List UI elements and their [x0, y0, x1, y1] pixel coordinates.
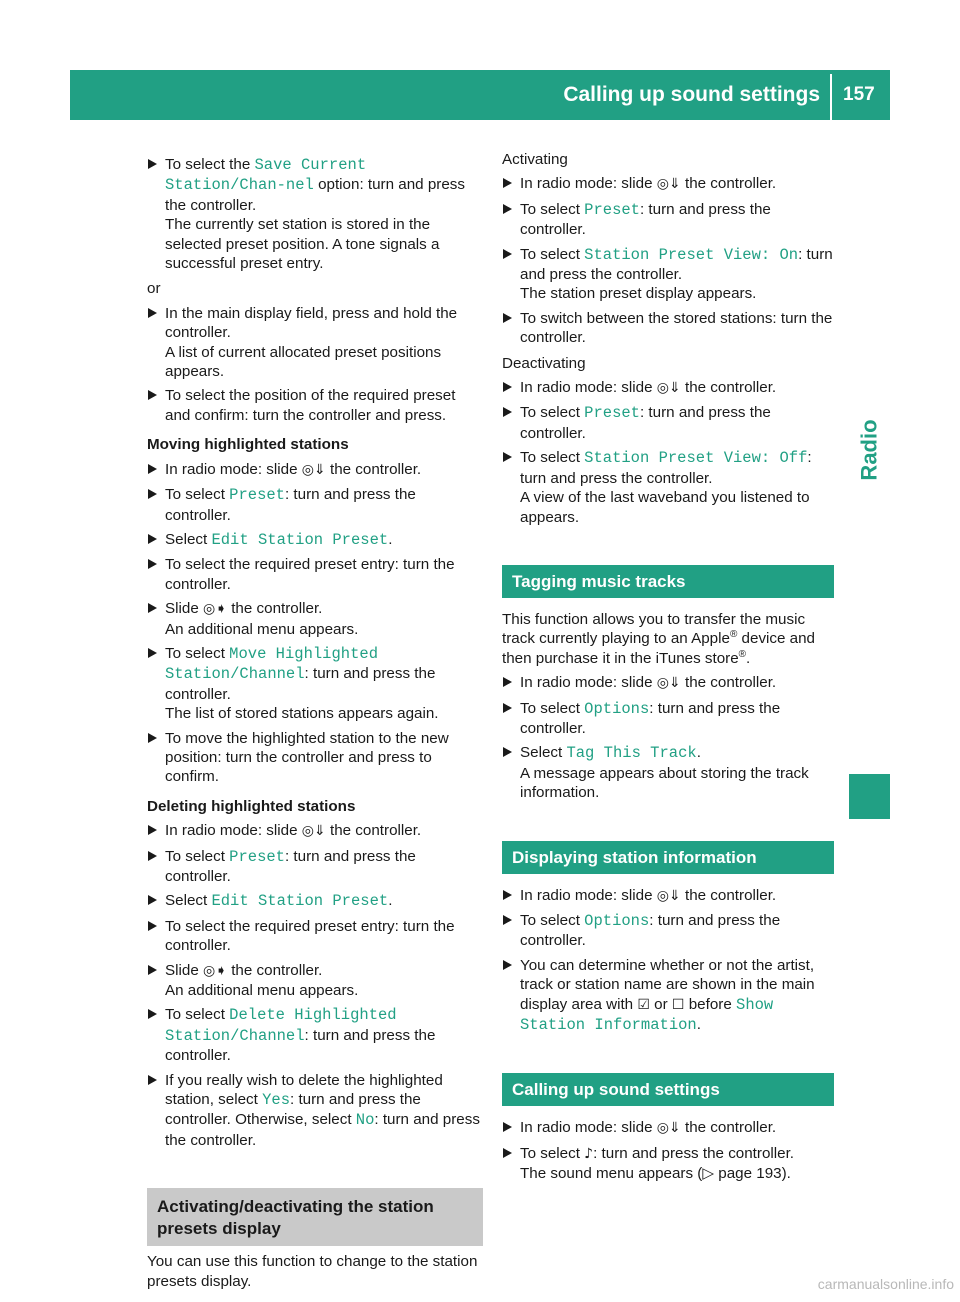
list-item: Select Edit Station Preset. — [147, 530, 483, 550]
subheading: Deactivating — [502, 354, 586, 372]
list-item: In radio mode: slide ◎⇓ the controller. — [502, 1118, 834, 1138]
list-item: To select the Save Current Station/Chan‐nel option: turn and press the controller. The currently set station is stored in the selected preset position. A tone signals a successful preset entry. — [147, 155, 483, 273]
list-item: In the main display field, press and hold the controller. A list of current allocated preset positions appears. — [147, 304, 483, 382]
menu-option-code: Station Preset View: On — [584, 245, 799, 264]
list-item: To select the required preset entry: turn the controller. — [147, 555, 483, 594]
list-item: To select Station Preset View: On: turn and press the controller. The station preset display appears. — [502, 245, 834, 304]
side-tab — [849, 420, 889, 480]
side-tab-label: Radio — [856, 419, 882, 481]
header-divider — [830, 74, 832, 120]
checkbox-empty-icon: ☐ — [671, 996, 685, 1013]
list-item: To move the highlighted station to the new position: turn the controller and press to confirm. — [147, 729, 483, 787]
page-number: 157 — [843, 84, 875, 105]
controller-slide-right-icon: ◎➧ — [203, 601, 227, 618]
menu-option-code: Yes — [262, 1091, 291, 1110]
menu-option-code: Edit Station Preset — [211, 892, 389, 911]
list-item: In radio mode: slide ◎⇓ the controller. — [502, 673, 834, 693]
list-item: In radio mode: slide ◎⇓ the controller. — [502, 174, 834, 194]
list-item: If you really wish to delete the highlighted station, select Yes: turn and press the controller. Otherwise, select No: turn and press the controller. — [147, 1071, 483, 1151]
list-item: To select the required preset entry: turn the controller. — [147, 917, 483, 956]
section-heading: Activating/deactivating the station presets display — [147, 1188, 483, 1246]
list-item: In radio mode: slide ◎⇓ the controller. — [147, 821, 483, 841]
controller-slide-right-icon: ◎➧ — [203, 962, 227, 979]
controller-slide-down-icon: ◎⇓ — [656, 675, 681, 692]
menu-option-code: Preset — [229, 486, 285, 505]
list-item: To select Delete Highlighted Station/Channel: turn and press the controller. — [147, 1005, 483, 1065]
menu-option-code: Options — [584, 699, 650, 718]
list-item: To switch between the stored stations: turn the controller. — [502, 309, 834, 348]
menu-option-code: No — [355, 1111, 375, 1130]
header-bar — [70, 70, 890, 120]
list-item: To select Preset: turn and press the controller. — [502, 403, 834, 443]
section-body: You can use this function to change to the station presets display. — [147, 1253, 478, 1290]
list-item: To select Station Preset View: Off: turn and press the controller. A view of the last waveband you listened to appears. — [502, 448, 834, 527]
list-item: Select Tag This Track. A message appears about storing the track information. — [502, 743, 834, 802]
list-item: To select ♪: turn and press the controller. The sound menu appears (▷ page 193). — [502, 1144, 834, 1184]
controller-slide-down-icon: ◎⇓ — [656, 380, 681, 397]
music-note-icon: ♪ — [584, 1145, 594, 1162]
list-item: In radio mode: slide ◎⇓ the controller. — [147, 460, 483, 480]
list-item: In radio mode: slide ◎⇓ the controller. — [502, 378, 834, 398]
controller-slide-down-icon: ◎⇓ — [301, 461, 326, 478]
menu-option-code: Tag This Track — [566, 744, 697, 763]
list-item: Slide ◎➧ the controller. An additional menu appears. — [147, 961, 483, 1001]
controller-slide-down-icon: ◎⇓ — [301, 823, 326, 840]
controller-slide-down-icon: ◎⇓ — [656, 1120, 681, 1137]
right-column — [502, 150, 834, 1184]
checkbox-checked-icon: ☑ — [637, 996, 650, 1013]
section-heading: Displaying station information — [502, 841, 834, 874]
list-item: To select the position of the required preset and confirm: turn the controller and press. — [147, 386, 483, 425]
controller-slide-down-icon: ◎⇓ — [656, 176, 681, 193]
menu-option-code: Preset — [229, 847, 285, 866]
menu-option-code: Save Current Station/Chan‐nel — [165, 156, 367, 195]
section-heading: Calling up sound settings — [502, 1073, 834, 1106]
list-item: To select Preset: turn and press the controller. — [147, 847, 483, 887]
section-heading: Tagging music tracks — [502, 565, 834, 598]
list-item: To select Preset: turn and press the controller. — [147, 485, 483, 525]
side-tab-block — [849, 774, 890, 819]
list-item: In radio mode: slide ◎⇓ the controller. — [502, 886, 834, 906]
list-item: Slide ◎➧ the controller. An additional menu appears. — [147, 599, 483, 639]
watermark: carmanualsonline.info — [817, 1275, 954, 1292]
list-item: You can determine whether or not the artist, track or station name are shown in the main display area with ☑ or ☐ before Show Station Information. — [502, 956, 834, 1036]
list-item: To select Move Highlighted Station/Channel: turn and press the controller. The list of stored stations appears again. — [147, 644, 483, 724]
left-column — [147, 150, 483, 1291]
list-item: To select Options: turn and press the controller. — [502, 911, 834, 951]
menu-option-code: Delete Highlighted Station/Channel — [165, 1006, 397, 1045]
menu-option-code: Preset — [584, 200, 640, 219]
subheading: Deleting highlighted stations — [147, 797, 356, 815]
subheading: Moving highlighted stations — [147, 436, 349, 454]
list-item: Select Edit Station Preset. — [147, 891, 483, 911]
list-item: To select Preset: turn and press the controller. — [502, 200, 834, 240]
controller-slide-down-icon: ◎⇓ — [656, 887, 681, 904]
menu-option-code: Show Station Information — [520, 995, 774, 1034]
menu-option-code: Preset — [584, 404, 640, 423]
subheading: Activating — [502, 151, 568, 168]
menu-option-code: Station Preset View: Off — [584, 449, 808, 468]
or-label: or — [147, 280, 161, 298]
menu-option-code: Edit Station Preset — [211, 530, 389, 549]
menu-option-code: Move Highlighted Station/Channel — [165, 644, 378, 684]
list-item: To select Options: turn and press the controller. — [502, 699, 834, 739]
menu-option-code: Options — [584, 911, 650, 930]
section-body: This function allows you to transfer the music track currently playing to an Apple® device and then purchase it in the iTunes store®. — [502, 610, 816, 667]
page-title: Calling up sound settings — [563, 83, 820, 106]
